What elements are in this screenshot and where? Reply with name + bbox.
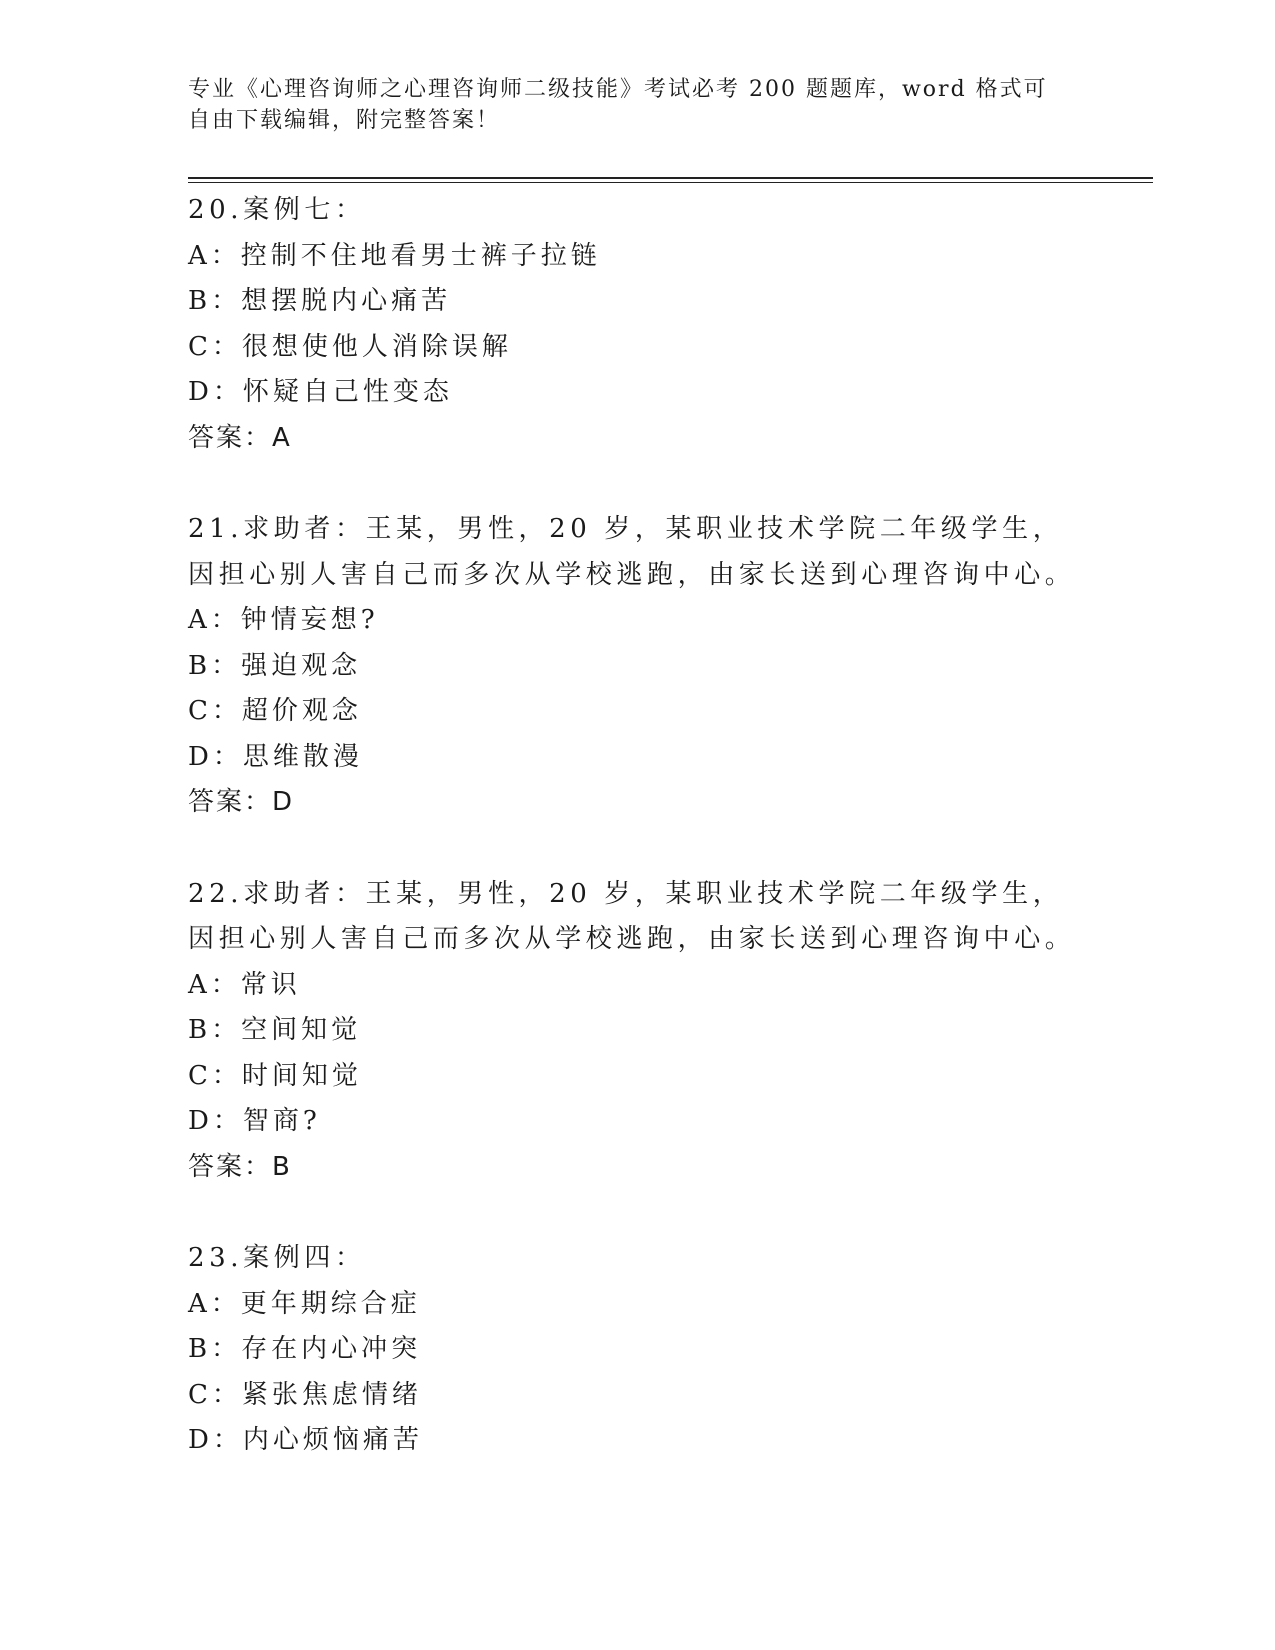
option-b: B：想摆脱内心痛苦: [188, 286, 452, 316]
answer-label: 答案：D: [188, 787, 295, 817]
question-stem: 20.案例七：: [188, 195, 366, 225]
question-21: [188, 507, 1088, 826]
answer-label: 答案：B: [188, 1151, 292, 1182]
option-a: A：更年期综合症: [188, 1288, 421, 1319]
question-23: [188, 1236, 1088, 1464]
option-c: C：时间知觉: [188, 1060, 362, 1091]
option-d: D：内心烦恼痛苦: [188, 1425, 423, 1455]
question-20: [188, 188, 1088, 461]
option-c: C：超价观念: [188, 696, 362, 726]
option-a: A：控制不住地看男士裤子拉链: [188, 240, 601, 271]
option-a: A：钟情妄想?: [188, 605, 379, 635]
option-b: B：强迫观念: [188, 650, 362, 681]
option-d: D：思维散漫: [188, 741, 363, 772]
question-stem: 23.案例四：: [188, 1243, 366, 1273]
question-list: [188, 188, 1088, 1510]
option-b: B：空间知觉: [188, 1015, 362, 1045]
option-b: B：存在内心冲突: [188, 1334, 422, 1364]
option-d: D：智商?: [188, 1106, 321, 1136]
document-intro: 专业《心理咨询师之心理咨询师二级技能》考试必考 200 题题库，word 格式可自由下载编辑，附完整答案！: [188, 77, 1048, 133]
question-stem: 21.求助者：王某，男性，20 岁，某职业技术学院二年级学生，因担心别人害自己而多次从学校逃跑，由家长送到心理咨询中心。: [188, 514, 1076, 590]
option-c: C：很想使他人消除误解: [188, 331, 512, 362]
option-c: C：紧张焦虑情绪: [188, 1379, 422, 1410]
option-a: A：常识: [188, 969, 301, 1000]
question-stem: 22.求助者：王某，男性，20 岁，某职业技术学院二年级学生，因担心别人害自己而多次从学校逃跑，由家长送到心理咨询中心。: [188, 878, 1076, 954]
answer-label: 答案：A: [188, 422, 292, 453]
question-22: [188, 872, 1088, 1191]
option-d: D：怀疑自己性变态: [188, 377, 453, 407]
header-divider-thick: [188, 177, 1153, 179]
header-divider-thin: [188, 182, 1153, 183]
